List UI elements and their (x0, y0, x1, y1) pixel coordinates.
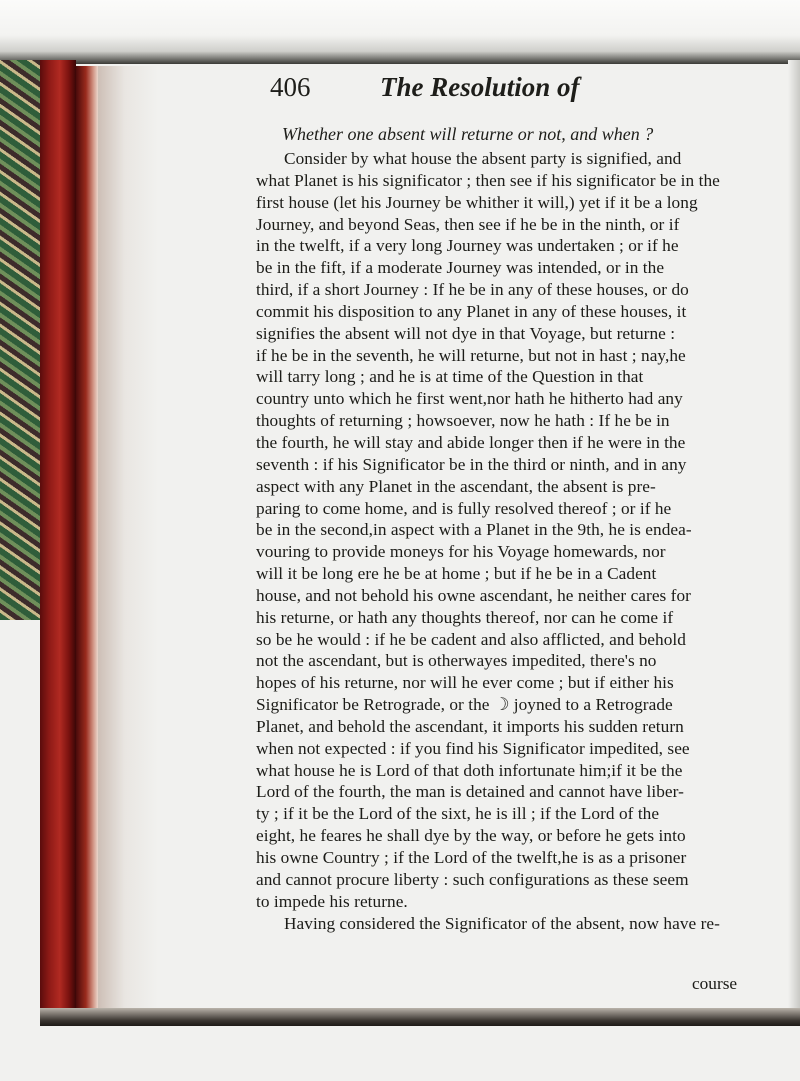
text-line: first house (let his Journey be whither it will,) yet if it be a long (256, 192, 698, 212)
red-page-edge-inner (76, 66, 98, 1016)
text-line: Consider by what house the absent party is signified, and (284, 149, 682, 168)
body-text (256, 148, 796, 934)
text-line: and cannot procure liberty : such configurations as these seem (256, 869, 689, 889)
catchword: course (692, 974, 738, 993)
text-line: so be he would : if he be cadent and also afflicted, and behold (256, 629, 686, 649)
page-gutter (98, 66, 158, 1016)
text-line: the fourth, he will stay and abide longer then if he were in the (256, 432, 686, 452)
text-line: his owne Country ; if the Lord of the twelft,he is as a prisoner (256, 848, 687, 867)
text-line: Planet, and behold the ascendant, it imports his sudden return (256, 716, 684, 736)
text-line: what Planet is his significator ; then see if his significator be in the (256, 170, 720, 190)
text-line: Journey, and beyond Seas, then see if he be in the ninth, or if (256, 214, 680, 234)
text-line: hopes of his returne, nor will he ever come ; but if either his (256, 673, 674, 693)
text-line: eight, he feares he shall dye by the way, or before he gets into (256, 826, 686, 846)
binding-top-shadow (0, 0, 800, 64)
text-line: his returne, or hath any thoughts thereof, nor can he come if (256, 607, 674, 627)
text-line: ty ; if it be the Lord of the sixt, he is ill ; if the Lord of the (256, 804, 660, 824)
text-line: to impede his returne. (256, 891, 408, 911)
text-line: will it be long ere he be at home ; but if he be in a Cadent (256, 564, 657, 584)
text-line: house, and not behold his owne ascendant, he neither cares for (256, 585, 691, 605)
text-line: third, if a short Journey : If he be in any of these houses, or do (256, 280, 689, 300)
binding-bottom-shadow (40, 1008, 800, 1026)
text-line: commit his disposition to any Planet in any of these houses, it (256, 301, 687, 321)
section-heading: Whether one absent will returne or not, and when ? (282, 124, 654, 144)
text-line: will tarry long ; and he is at time of the Question in that (256, 367, 644, 387)
page-number: 406 (270, 72, 311, 102)
running-title: The Resolution of (380, 72, 580, 102)
text-line: in the twelft, if a very long Journey was undertaken ; or if he (256, 236, 679, 256)
text-line: signifies the absent will not dye in that Voyage, but returne : (256, 323, 676, 343)
red-page-edge (40, 60, 76, 1020)
text-line: paring to come home, and is fully resolved thereof ; or if he (256, 498, 672, 518)
text-line: country unto which he first went,nor hath he hitherto had any (256, 389, 683, 409)
text-line: if he be in the seventh, he will returne, but not in hast ; nay,he (256, 345, 686, 365)
text-line: seventh : if his Significator be in the third or ninth, and in any (256, 454, 687, 474)
text-line: be in the fift, if a moderate Journey was intended, or in the (256, 258, 665, 278)
text-line: not the ascendant, but is otherwayes impedited, there's no (256, 651, 657, 671)
text-line: be in the second,in aspect with a Planet in the 9th, he is endea- (256, 520, 692, 540)
page-header (270, 72, 790, 112)
text-line: Having considered the Significator of the absent, now have re- (284, 913, 720, 933)
text-line: what house he is Lord of that doth infortunate him;if it be the (256, 760, 683, 780)
text-line: aspect with any Planet in the ascendant, the absent is pre- (256, 476, 656, 496)
text-line: Lord of the fourth, the man is detained and cannot have liber- (256, 782, 684, 802)
text-line: vouring to provide moneys for his Voyage homewards, nor (256, 542, 666, 562)
text-line: when not expected : if you find his Significator impedited, see (256, 738, 690, 758)
text-line: thoughts of returning ; howsoever, now he hath : If he be in (256, 411, 670, 431)
text-line: Significator be Retrograde, or the ☽ joyned to a Retrograde (256, 695, 673, 715)
